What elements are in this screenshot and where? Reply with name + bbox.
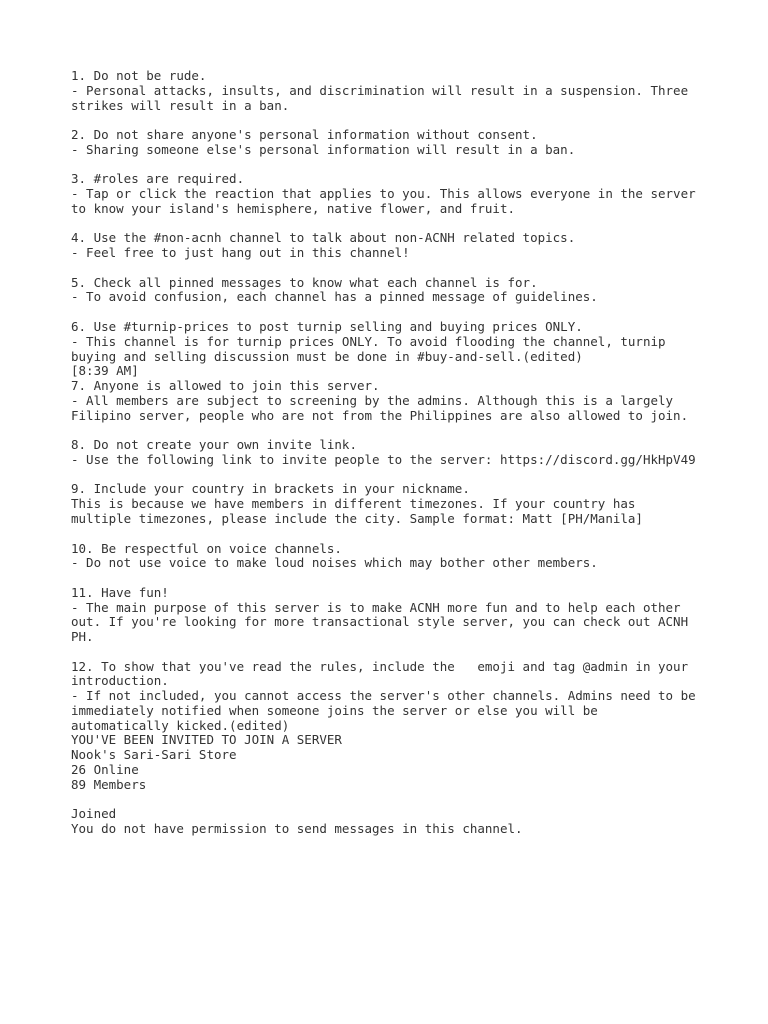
- blank-line: [71, 571, 731, 586]
- text-line: - Sharing someone else's personal information will result in a ban.: [71, 141, 576, 157]
- blank-line: [71, 158, 731, 173]
- text-line: 26 Online: [71, 761, 139, 777]
- text-line: 5. Check all pinned messages to know what each channel is for.: [71, 274, 538, 290]
- text-line: 2. Do not share anyone's personal information without consent.: [71, 127, 538, 143]
- text-line: 1. Do not be rude.: [71, 68, 207, 83]
- block-rule-9: [71, 482, 731, 526]
- block-rule-8: [71, 438, 731, 468]
- block-rule-2: [71, 128, 731, 158]
- text-line: 9. Include your country in brackets in your nickname.: [71, 481, 470, 497]
- text-line: - If not included, you cannot access the server's other channels. Admins need to be: [71, 688, 696, 704]
- text-line: 8. Do not create your own invite link.: [71, 437, 357, 453]
- document-text: [71, 69, 731, 837]
- blank-line: [71, 113, 731, 128]
- text-line: [8:39 AM]: [71, 363, 139, 379]
- text-line: Nook's Sari-Sari Store: [71, 747, 237, 763]
- block-rule-11: [71, 586, 731, 645]
- blank-line: [71, 217, 731, 232]
- text-line: introduction.: [71, 673, 169, 689]
- block-joined-status: [71, 807, 731, 837]
- block-rule-5: [71, 276, 731, 306]
- text-line: - Feel free to just hang out in this channel!: [71, 245, 410, 261]
- block-rule-1: [71, 69, 731, 113]
- text-line: - Personal attacks, insults, and discrimination will result in a suspension. Three: [71, 82, 689, 98]
- text-line: 6. Use #turnip-prices to post turnip selling and buying prices ONLY.: [71, 319, 583, 335]
- text-line: - This channel is for turnip prices ONLY. To avoid flooding the channel, turnip: [71, 333, 666, 349]
- text-line: 89 Members: [71, 776, 147, 792]
- blank-line: [71, 468, 731, 483]
- text-line: - Use the following link to invite people to the server: https://discord.gg/HkHpV49: [71, 451, 696, 467]
- text-line: multiple timezones, please include the city. Sample format: Matt [PH/Manila]: [71, 510, 643, 526]
- block-rule-12-and-invite-banner: [71, 660, 731, 793]
- text-line: - To avoid confusion, each channel has a pinned message of guidelines.: [71, 289, 598, 305]
- blank-line: [71, 423, 731, 438]
- block-rule-10: [71, 542, 731, 572]
- block-rule-3: [71, 172, 731, 216]
- text-line: to know your island's hemisphere, native flower, and fruit.: [71, 200, 516, 216]
- text-line: - All members are subject to screening by the admins. Although this is a largely: [71, 392, 674, 408]
- text-line: - Tap or click the reaction that applies to you. This allows everyone in the server: [71, 186, 696, 202]
- text-line: You do not have permission to send messages in this channel.: [71, 821, 523, 837]
- block-rule-6-timestamp-rule-7: [71, 320, 731, 423]
- text-line: PH.: [71, 629, 94, 645]
- text-line: - The main purpose of this server is to make ACNH more fun and to help each other: [71, 599, 681, 615]
- text-line: automatically kicked.(edited): [71, 717, 290, 733]
- text-line: 10. Be respectful on voice channels.: [71, 540, 342, 556]
- text-line: 11. Have fun!: [71, 584, 169, 600]
- text-line: immediately notified when someone joins the server or else you will be: [71, 702, 598, 718]
- text-line: strikes will result in a ban.: [71, 97, 290, 113]
- blank-line: [71, 793, 731, 808]
- text-line: Joined: [71, 806, 117, 822]
- text-line: 3. #roles are required.: [71, 171, 245, 187]
- blank-line: [71, 261, 731, 276]
- text-line: This is because we have members in different timezones. If your country has: [71, 496, 636, 512]
- blank-line: [71, 527, 731, 542]
- text-line: buying and selling discussion must be done in #buy-and-sell.(edited): [71, 348, 583, 364]
- blank-line: [71, 305, 731, 320]
- block-rule-4: [71, 231, 731, 261]
- text-line: 4. Use the #non-acnh channel to talk about non-ACNH related topics.: [71, 230, 576, 246]
- blank-line: [71, 645, 731, 660]
- text-line: 7. Anyone is allowed to join this server.: [71, 378, 380, 394]
- text-line: YOU'VE BEEN INVITED TO JOIN A SERVER: [71, 732, 342, 748]
- text-line: Filipino server, people who are not from the Philippines are also allowed to join.: [71, 407, 689, 423]
- text-line: 12. To show that you've read the rules, include the emoji and tag @admin in your: [71, 658, 689, 674]
- text-line: - Do not use voice to make loud noises which may bother other members.: [71, 555, 598, 571]
- text-line: out. If you're looking for more transactional style server, you can check out ACNH: [71, 614, 689, 630]
